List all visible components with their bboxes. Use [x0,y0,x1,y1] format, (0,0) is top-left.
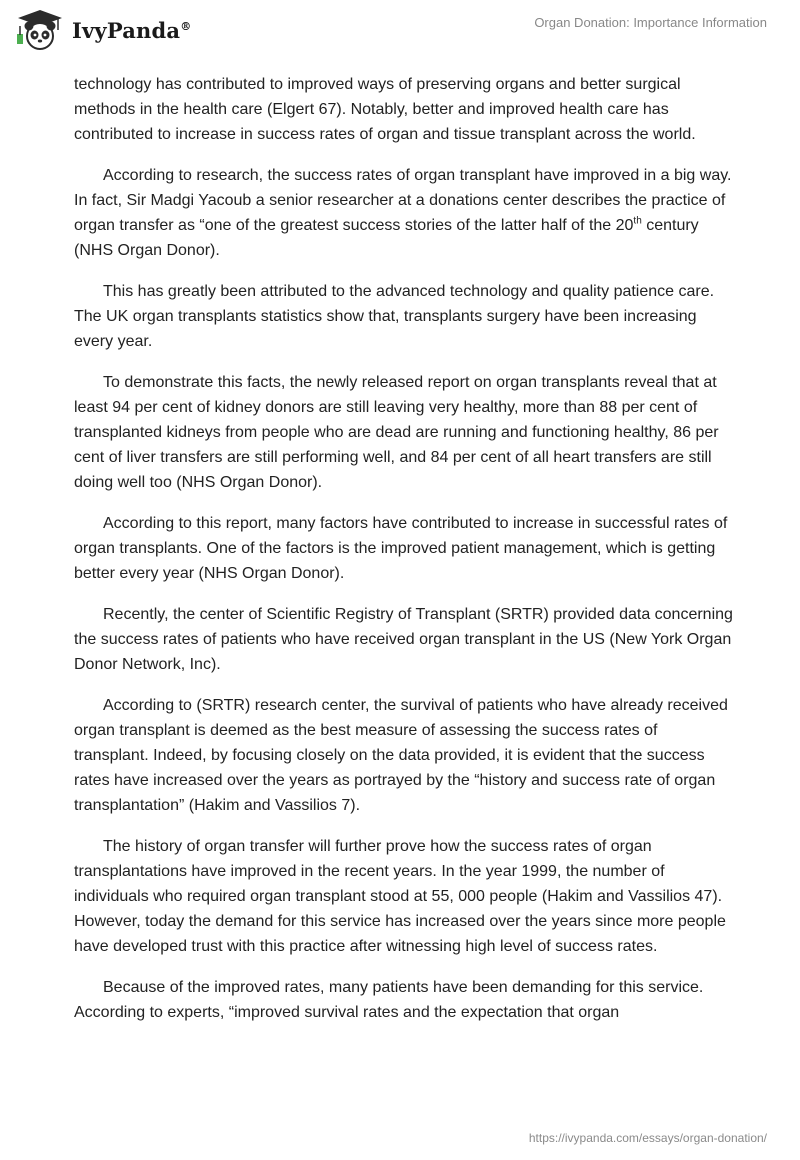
paragraph: The history of organ transfer will further prove how the success rates of organ transplantations have improved in the recent years. In the year 1999, the number of individuals who required organ transplant stood at 55, 000 people (Hakim and Vassilios 47). However, today the demand for this service has increased over the years since more people have developed trust with this practice after witnessing high level of success rates. [74,838,726,955]
document-title: Organ Donation: Importance Information [534,15,767,30]
superscript: th [633,215,642,227]
registered-mark: ® [180,19,192,33]
paragraph: According to research, the success rates of organ transplant have improved in a big way. In fact, Sir Madgi Yacoub a senior researcher at a donations center describes the practice of organ transfer as “one of the greatest success stories of the latter half of the 20th century (NHS Organ Donor). [74,167,732,259]
ivypanda-logo[interactable] [14,8,191,52]
paragraph: To demonstrate this facts, the newly released report on organ transplants reveal that at least 94 per cent of kidney donors are still leaving very healthy, more than 88 per cent of transplanted kidneys from people who are dead are running and functioning healthy, 86 per cent of liver transfers are still performing well, and 84 per cent of all heart transfers are still doing well too (NHS Organ Donor). [74,374,719,491]
paragraph: Because of the improved rates, many patients have been demanding for this service. According to experts, “improved survival rates and the expectation that organ [74,979,704,1021]
paragraph: technology has contributed to improved ways of preserving organs and better surgical methods in the health care (Elgert 67). Notably, better and improved health care has contributed to increase in success rates of organ and tissue transplant across the world. [74,76,696,143]
panda-graduate-icon [14,8,66,52]
paragraph: This has greatly been attributed to the advanced technology and quality patience care. The UK organ transplants statistics show that, transplants surgery have been increasing every year. [74,283,715,350]
footer-url-link[interactable]: https://ivypanda.com/essays/organ-donation/ [528,1131,767,1145]
paragraph: According to this report, many factors have contributed to increase in successful rates of organ transplants. One of the factors is the improved patient management, which is getting better every year (NHS Organ Donor). [74,515,728,582]
page-header [0,0,800,70]
logo-text: IvyPanda® [72,17,192,43]
paragraph: Recently, the center of Scientific Registry of Transplant (SRTR) provided data concerning the success rates of patients who have received organ transplant in the US (New York Organ Donor Network, Inc). [74,606,733,673]
paragraph: According to (SRTR) research center, the survival of patients who have already received organ transplant is deemed as the best measure of assessing the success rates of transplant. Indeed, by focusing closely on the data provided, it is evident that the success rates have increased over the years as portrayed by the “history and success rate of organ transplantation” (Hakim and Vassilios 7). [74,697,728,814]
essay-body [74,72,734,1041]
